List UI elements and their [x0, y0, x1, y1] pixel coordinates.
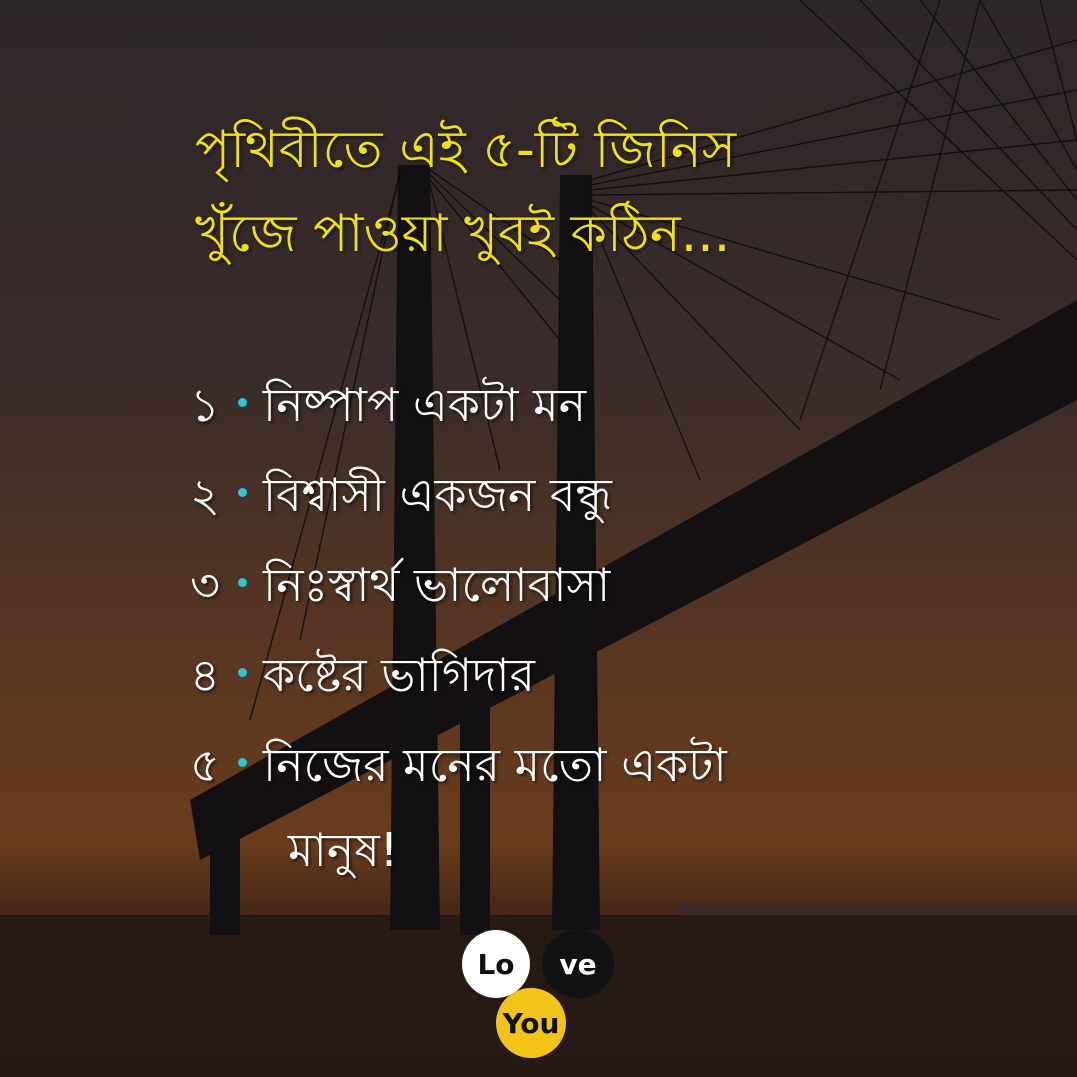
item-text: নিষ্পাপ একটা মন — [263, 378, 587, 432]
item-text-continued: মানুষ! — [288, 823, 399, 877]
love-you-logo — [462, 922, 622, 1062]
bullet-dot-icon — [238, 578, 247, 587]
bullet-dot-icon — [238, 758, 247, 767]
item-number: ৫ — [190, 738, 220, 792]
item-list — [190, 360, 1010, 890]
bullet-dot-icon — [238, 398, 247, 407]
list-item — [190, 450, 1010, 540]
list-item — [190, 540, 1010, 630]
bullet-dot-icon — [238, 668, 247, 677]
headline-line-2: খুঁজে পাওয়া খুবই কঠিন... — [195, 204, 731, 264]
item-text: নিজের মনের মতো একটা — [263, 738, 727, 792]
headline-line-1: পৃথিবীতে এই ৫-টি জিনিস — [195, 120, 737, 180]
item-text: কষ্টের ভাগিদার — [263, 648, 535, 702]
list-item — [190, 360, 1010, 450]
bullet-dot-icon — [238, 488, 247, 497]
item-number: ৪ — [190, 648, 220, 702]
item-number: ৩ — [190, 558, 220, 612]
item-text: বিশ্বাসী একজন বন্ধু — [263, 468, 612, 522]
item-number: ১ — [190, 378, 220, 432]
item-text: নিঃস্বার্থ ভালোবাসা — [263, 558, 611, 612]
headline — [195, 108, 955, 276]
item-number: ২ — [190, 468, 220, 522]
logo-lo-circle: Lo — [462, 930, 530, 998]
list-item — [190, 720, 1010, 890]
logo-ve-circle: ve — [542, 930, 614, 998]
list-item — [190, 630, 1010, 720]
logo-you-circle: You — [496, 988, 566, 1058]
